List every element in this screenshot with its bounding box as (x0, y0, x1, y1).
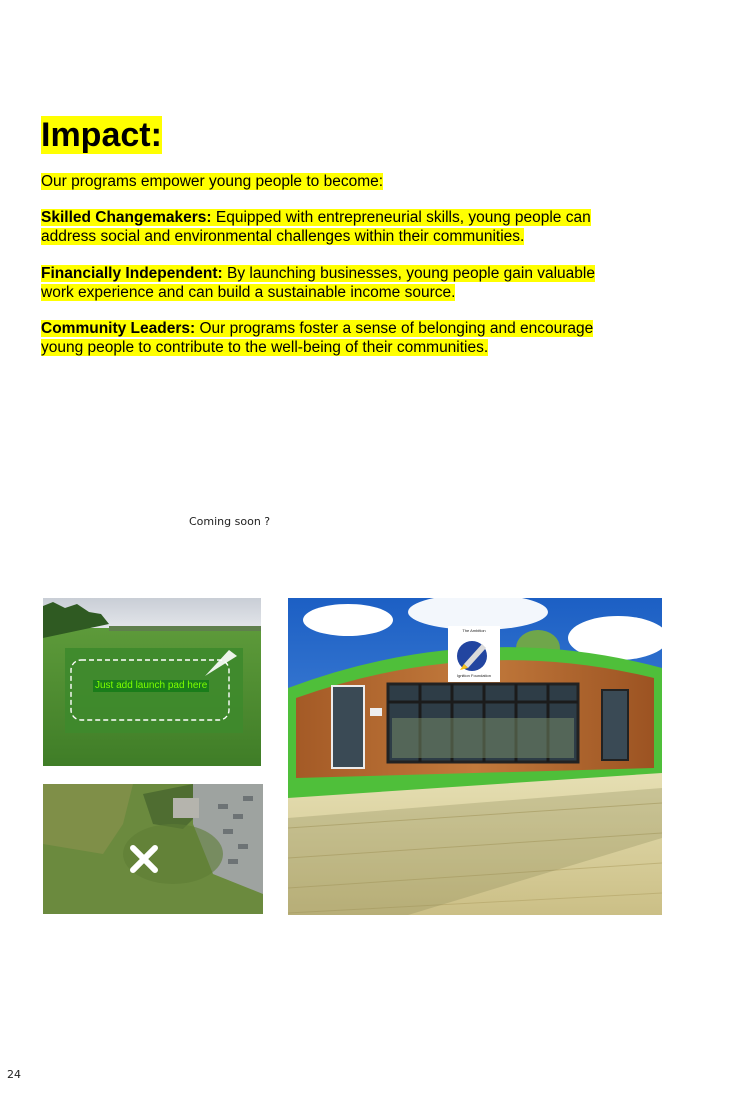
building-photo (288, 598, 662, 915)
intro-text: Our programs empower young people to become: (41, 173, 384, 190)
x-marker-icon (133, 848, 155, 870)
impact-text: address social and environmental challenges within their communities. (41, 227, 525, 245)
section-heading: Impact: (41, 116, 162, 154)
impact-text: Equipped with entrepreneurial skills, young people can (211, 209, 591, 226)
rocket-logo-icon (457, 641, 487, 671)
impact-item-skilled-changemakers (41, 209, 631, 246)
impact-text: young people to contribute to the well-being of their communities. (41, 338, 489, 356)
page-number: 24 (7, 1068, 21, 1081)
field-photo (43, 598, 261, 766)
coming-soon-text: Coming soon ? (189, 515, 271, 528)
impact-text: Our programs foster a sense of belonging and encourage (195, 320, 594, 337)
impact-term: Financially Independent: (41, 265, 223, 282)
impact-term: Community Leaders: (41, 320, 196, 337)
building-sign-title: The Ambition (462, 628, 486, 633)
launch-pad-label: Just add launch pad here (95, 680, 208, 691)
impact-term: Skilled Changemakers: (41, 209, 212, 226)
aerial-photo (43, 784, 263, 914)
impact-text: By launching businesses, young people gain valuable (222, 265, 595, 282)
impact-item-financially-independent (41, 265, 631, 302)
building-sign-subtitle: Ignition Foundation (456, 673, 492, 678)
impact-item-community-leaders (41, 320, 631, 357)
impact-text: work experience and can build a sustainable income source. (41, 283, 456, 301)
